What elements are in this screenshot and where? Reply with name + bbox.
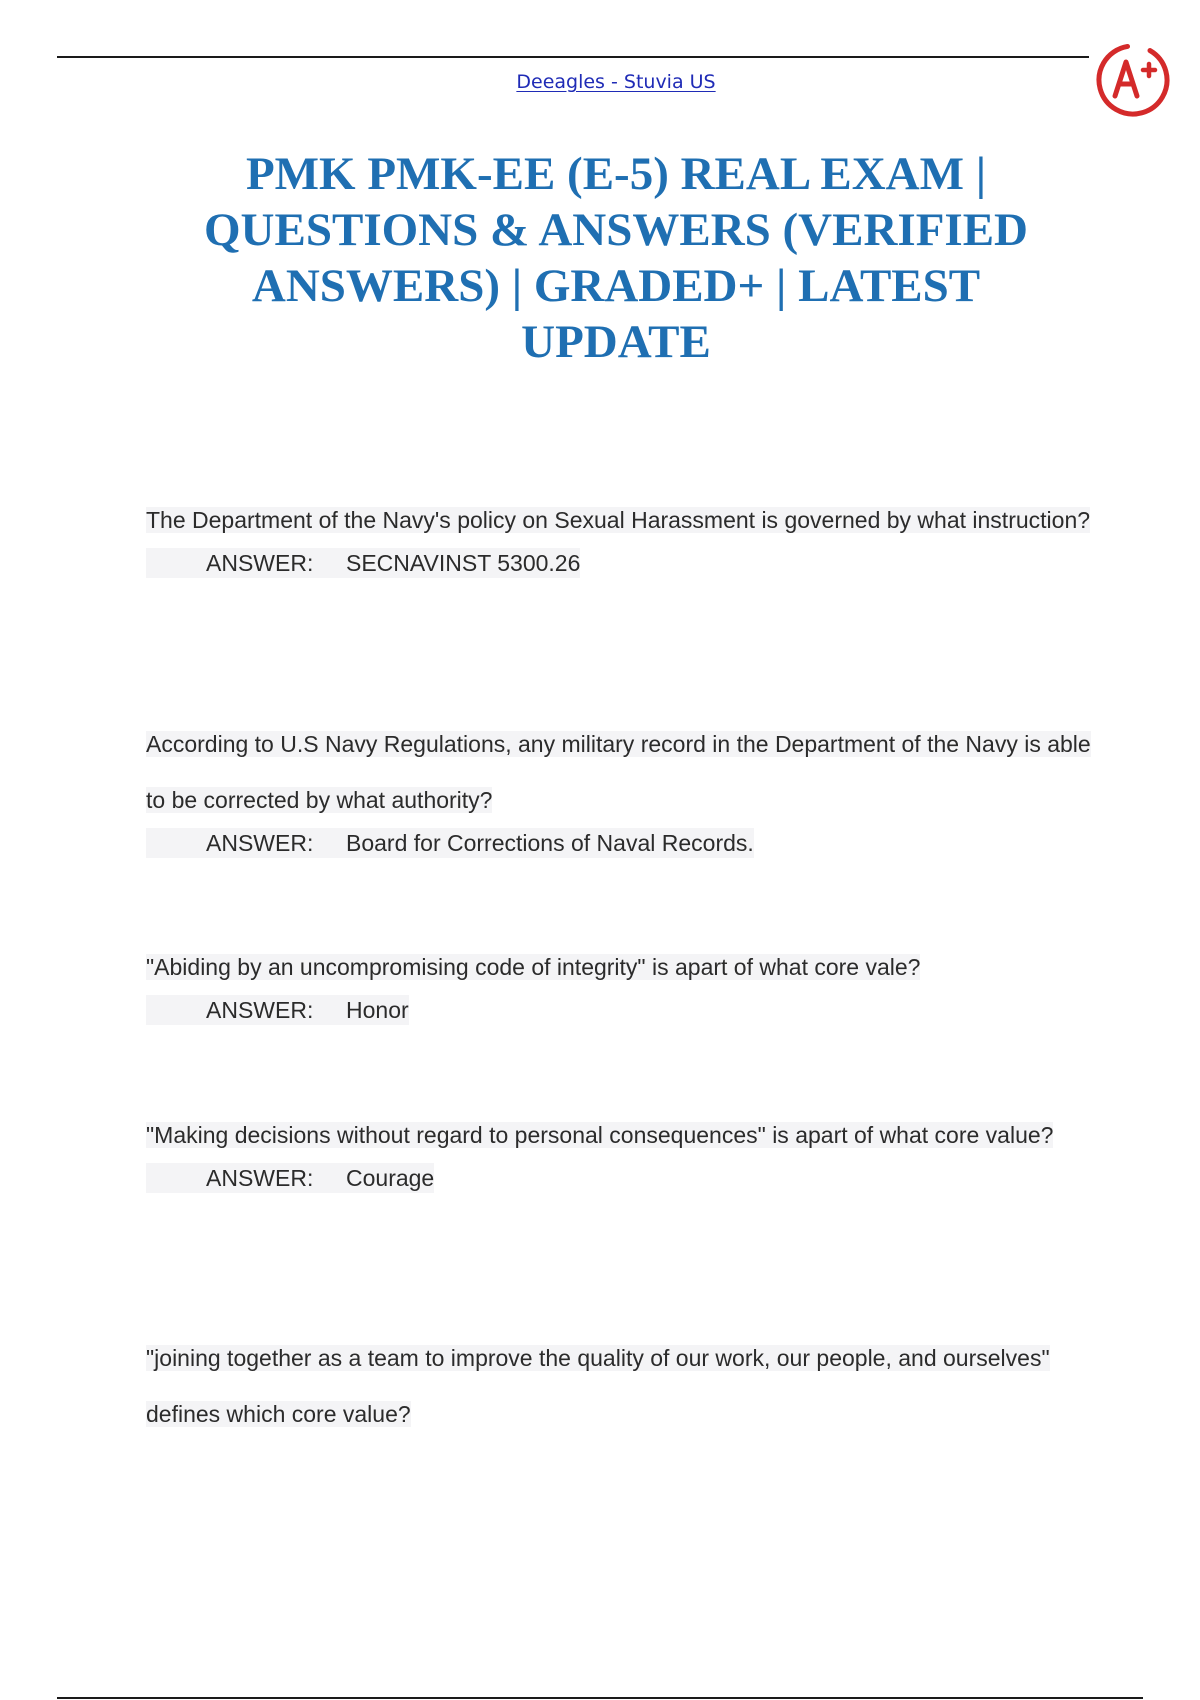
qa-item-3 — [146, 939, 1106, 1025]
author-link[interactable]: Deeagles - Stuvia US — [516, 71, 716, 93]
document-title: PMK PMK-EE (E-5) REAL EXAM | QUESTIONS & ANSWERS (VERIFIED ANSWERS) | GRADED+ | LATEST UPDATE — [204, 148, 1028, 368]
answer-text: Courage — [346, 1165, 435, 1191]
answer-row — [146, 995, 409, 1025]
answer-text: SECNAVINST 5300.26 — [346, 550, 581, 576]
footer-divider — [57, 1697, 1143, 1699]
qa-item-2 — [146, 716, 1106, 858]
question-text: "Abiding by an uncompromising code of integrity" is apart of what core vale? — [146, 954, 921, 980]
header-divider — [57, 56, 1089, 58]
answer-row — [146, 548, 580, 578]
answer-text: Board for Corrections of Naval Records. — [346, 830, 754, 856]
qa-item-4 — [146, 1107, 1106, 1193]
question-text: The Department of the Navy's policy on Sexual Harassment is governed by what instruction? — [146, 507, 1091, 533]
answer-label: ANSWER: — [206, 550, 314, 576]
question-text: "Making decisions without regard to personal consequences" is apart of what core value? — [146, 1122, 1054, 1148]
svg-text:A+: A+ — [1133, 85, 1135, 86]
question-text: "joining together as a team to improve the quality of our work, our people, and ourselves" defines which core value? — [146, 1345, 1050, 1427]
answer-label: ANSWER: — [206, 830, 314, 856]
qa-item-1 — [146, 492, 1106, 578]
answer-label: ANSWER: — [206, 997, 314, 1023]
answer-label: ANSWER: — [206, 1165, 314, 1191]
answer-row — [146, 1163, 434, 1193]
answer-row — [146, 828, 754, 858]
qa-item-5 — [146, 1330, 1106, 1442]
question-text: According to U.S Navy Regulations, any military record in the Department of the Navy is able to be corrected by what authority? — [146, 731, 1091, 813]
grade-stamp-a-plus — [1093, 40, 1173, 120]
answer-text: Honor — [346, 997, 409, 1023]
